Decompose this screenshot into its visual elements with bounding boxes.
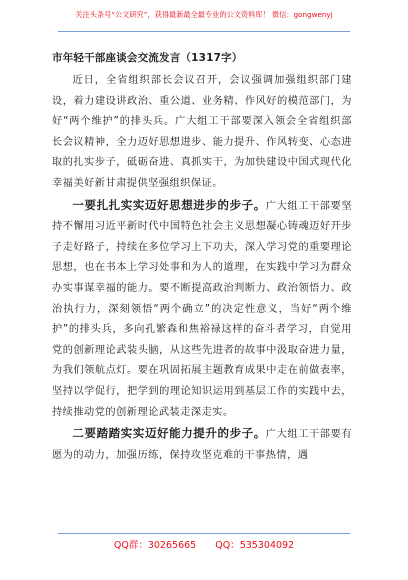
- page-header: [0, 0, 408, 38]
- document-body: [52, 50, 352, 466]
- section-2-heading: 二要踏踏实实迈好能力提升的步子。: [72, 426, 266, 441]
- section-2-paragraph: [52, 423, 352, 466]
- section-1-heading: 一要扎扎实实迈好思想进步的步子。: [72, 197, 266, 212]
- intro-paragraph: 近日，全省组织部长会议召开，会议强调加强组织部门建设，着力建设讲政治、重公道、业务精、作风好的模范部门，为好“两个维护”的排头兵。广大组工干部要深入领会全省组织部长会议精神，全力迈好思想进步、能力提升、作风转变、心态进取的扎实步子，砥砺奋进、真抓实干，为加快建设中国式现代化幸福美好新甘肃提供坚强组织保证。: [52, 75, 352, 189]
- header-divider: [58, 31, 350, 32]
- section-1-body: 广大组工干部要坚持不懈用习近平新时代中国特色社会主义思想凝心铸魂迈好开步子走好路子，持续在多位学习上下功夫，深入学习党的重要理论思想，也在书本上学习处事和为人的道理，在实践中学习为群众办实事谋幸福的能力。要不断提高政治判断力、政治领悟力、政治执行力，深刻领悟“两个确立”的决定性意义，当好“两个维护”的排头兵，多向孔繁森和焦裕禄这样的奋斗者学习，自觉用党的创新理论武装头脑，从这些先进者的故事中汲取奋进力量，为我们领航点灯。要在巩固拓展主题教育成果中走在前做表率，坚持以学促行，把学到的理论知识运用到基层工作的实践中去，持续推动党的创新理论武装走深走实。: [52, 200, 353, 418]
- footer-qq: QQ：535304092: [215, 540, 295, 551]
- section-2-body: 广大组工干部要有愿为的动力，加强历练，保持攻坚克难的干事热情，遇: [52, 429, 353, 461]
- section-1-paragraph: [52, 195, 352, 424]
- footer-divider: [58, 533, 350, 534]
- document-title: 市年轻干部座谈会交流发言（1317字）: [52, 52, 243, 64]
- footer-qq-group: QQ群：30265665: [113, 540, 197, 551]
- page-footer: [0, 537, 408, 551]
- header-promo-text: 关注头条号“公文研究”，获得最新最全最专业的公文资料库！ 微信：gongwenyj: [75, 10, 333, 19]
